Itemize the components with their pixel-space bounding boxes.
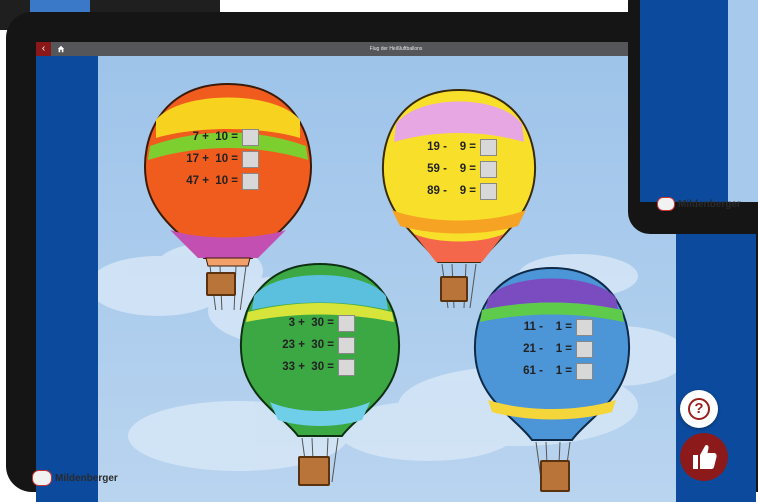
- thumbs-up-icon: [680, 433, 728, 481]
- task-row: [266, 312, 355, 334]
- task-list-blue: [502, 316, 593, 382]
- task-row: [502, 338, 593, 360]
- task-expression: 23 + 30 =: [282, 339, 334, 351]
- answer-field[interactable]: [242, 173, 259, 190]
- task-expression: 59 - 9 =: [427, 163, 476, 175]
- task-expression: 61 - 1 =: [523, 365, 572, 377]
- task-expression: 19 - 9 =: [427, 141, 476, 153]
- answer-field[interactable]: [242, 129, 259, 146]
- task-expression: 11 - 1 =: [523, 321, 572, 333]
- task-row: [184, 126, 259, 148]
- brand-logo-secondary: Mildenberger: [657, 197, 741, 211]
- brand-logo: Mildenberger: [32, 470, 118, 486]
- task-expression: 47 + 10 =: [186, 175, 238, 187]
- answer-field[interactable]: [480, 139, 497, 156]
- task-expression: 89 - 9 =: [427, 185, 476, 197]
- answer-field[interactable]: [338, 359, 355, 376]
- task-row: [502, 316, 593, 338]
- left-band: [36, 56, 98, 502]
- task-list-orange: [184, 126, 259, 192]
- task-row: [418, 158, 497, 180]
- logo-mark-icon: [32, 470, 52, 486]
- answer-field[interactable]: [338, 315, 355, 332]
- task-row: [266, 334, 355, 356]
- task-expression: 33 + 30 =: [282, 361, 334, 373]
- task-row: [184, 148, 259, 170]
- balloon-green: [236, 260, 404, 488]
- answer-field[interactable]: [576, 363, 593, 380]
- task-row: [418, 180, 497, 202]
- answer-field[interactable]: [576, 341, 593, 358]
- task-expression: 3 + 30 =: [288, 317, 334, 329]
- task-list-green: [266, 312, 355, 378]
- answer-field[interactable]: [338, 337, 355, 354]
- task-expression: 7 + 10 =: [192, 131, 238, 143]
- task-row: [266, 356, 355, 378]
- task-expression: 17 + 10 =: [186, 153, 238, 165]
- check-button[interactable]: [680, 433, 728, 481]
- task-row: [502, 360, 593, 382]
- task-row: [184, 170, 259, 192]
- logo-mark-icon: [657, 197, 675, 211]
- answer-field[interactable]: [480, 183, 497, 200]
- task-list-yellow: [418, 136, 497, 202]
- task-expression: 21 - 1 =: [523, 343, 572, 355]
- page-title: Flug der Heißluftballons: [369, 46, 423, 52]
- balloon-blue: [470, 264, 634, 490]
- task-row: [418, 136, 497, 158]
- help-button[interactable]: [680, 390, 718, 428]
- answer-field[interactable]: [242, 151, 259, 168]
- answer-field[interactable]: [480, 161, 497, 178]
- back-button[interactable]: ‹: [36, 42, 51, 56]
- answer-field[interactable]: [576, 319, 593, 336]
- help-icon: ?: [688, 398, 710, 420]
